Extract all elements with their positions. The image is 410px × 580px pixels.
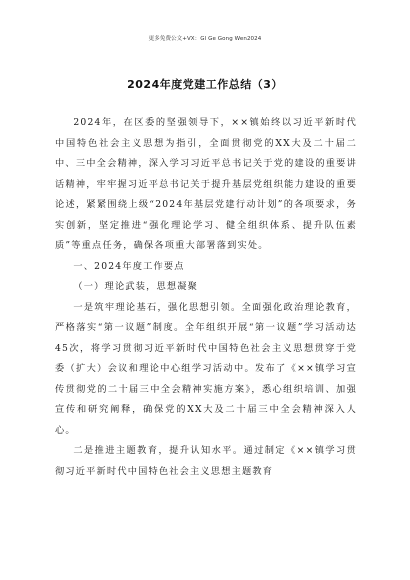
header-note: 更多免费公文+VX：Gl Ge Gong Wen2024 [148, 36, 262, 42]
subsection-heading: （一）理论武装，思想凝聚 [73, 281, 199, 292]
document-body [55, 113, 357, 482]
body-paragraph: 一是筑牢理论基石，强化思想引领。全面强化政治理论教育，严格落实“第一议题”制度。全年组织开展“第一议题”学习活动达45次，将学习贯彻习近平新时代中国特色社会主义思想贯穿于党委（扩大）会议和理论中心组学习活动中。发布了《××镇学习宣传贯彻党的二十届三中全会精神实施方案》，悉心组织培训、加强宣传和研究阐释，确保党的XX大及二十届三中全会精神深入人心。 [55, 301, 357, 436]
intro-paragraph: 2024年，在区委的坚强领导下，××镇始终以习近平新时代中国特色社会主义思想为指引，全面贯彻党的XX大及二十届二中、三中全会精神，深入学习习近平总书记关于党的建设的重要讲话精神，牢牢握习近平总书记关于提升基层党组织能力建设的重要论述，紧紧围绕上级“2024年基层党建行动计划”的各项要求，务实创新，坚定推进“强化理论学习、健全组织体系、提升队伍素质”等重点任务，确保各项重大部署落到实处。 [55, 117, 357, 251]
body-paragraph: 二是推进主题教育，提升认知水平。通过制定《××镇学习贯彻习近平新时代中国特色社会主义思想主题教育 [55, 445, 357, 477]
document-title: 2024年度党建工作总结（3） [127, 78, 283, 91]
section-heading: 一、2024年度工作要点 [73, 260, 185, 272]
